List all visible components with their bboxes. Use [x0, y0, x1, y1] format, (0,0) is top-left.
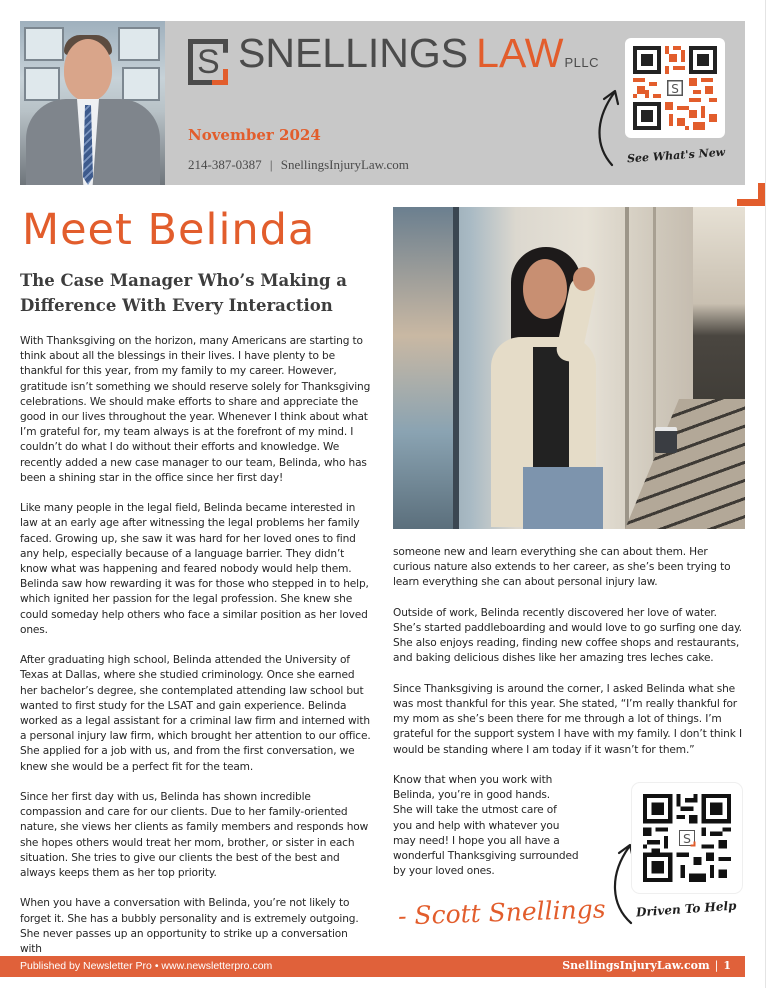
logo-law: LAW: [476, 30, 564, 76]
footer-website-link[interactable]: SnellingsInjuryLaw.com: [562, 959, 710, 972]
paragraph: Like many people in the legal field, Belinda became interested in law at an early age after witnessing the legal problems her family faced. Growing up, she saw it was hard for her loved ones to find any help, especially because of a language barrier. They didn’t know what was happening and feared nobody would help them. Belinda saw how rewarding it was for those who stepped in to help, which ignited her passion for the legal profession. She knew she could someday help others who face a similar position as her loved ones.: [20, 502, 369, 636]
curved-arrow-icon: [592, 81, 626, 169]
qr-caption-see-whats-new: See What's New: [626, 145, 726, 166]
qr-code-icon: [643, 794, 731, 882]
firm-logo: [188, 30, 600, 85]
website-link[interactable]: SnellingsInjuryLaw.com: [280, 157, 409, 172]
logo-wordmark: [238, 31, 599, 85]
article-title: Meet Belinda: [22, 205, 316, 255]
author-signature: - Scott Snellings: [397, 894, 607, 931]
paragraph: Since her first day with us, Belinda has shown incredible compassion and care for our clients. Due to her family-oriented nature, she views her clients as family members and responds how she hopes others would treat her mom, brother, or sister in each situation. She tries to give our clients the best of the best and always keeps them as her top priority.: [20, 791, 369, 880]
paragraph: With Thanksgiving on the horizon, many Americans are starting to think about all the blessings in their lives. I have plenty to be thankful for this year, from my family to my career. However, gratitude isn’t something we should reserve solely for Thanksgiving celebrations. We should make efforts to share and appreciate the good in our lives throughout the year. Whenever I think about what I’m grateful for, my team always is at the forefront of my mind. I couldn’t do what I do without their efforts and knowledge. We recently added a new case manager to our team, Belinda, who has been a shining star in the office since her first day!: [20, 335, 371, 484]
page-edge-divider: [765, 0, 766, 988]
paragraph: Since Thanksgiving is around the corner, I asked Belinda what she was most thankful for this year. She stated, “I’m really thankful for my mom as she’s been there for me through a lot of things. I’m grateful for the support system I have with my family. I don’t think I would be standing where I am today if it wasn’t for them.”: [393, 682, 742, 756]
header-contact: 214-387-0387 | SnellingsInjuryLaw.com: [188, 157, 409, 172]
qr-code-driven-to-help[interactable]: [632, 783, 742, 893]
logo-mark-icon: S: [188, 39, 228, 85]
header-corner-accent: [737, 183, 765, 206]
paragraph: Outside of work, Belinda recently discovered her love of water. She’s started paddleboarding and would love to go surfing one day. She also enjoys reading, finding new coffee shops and restaurants, and baking delicious dishes like her amazing tres leches cake.: [393, 606, 742, 665]
logo-suffix: PLLC: [564, 55, 600, 70]
publisher-credit: Published by Newsletter Pro • www.newsletterpro.com: [20, 960, 273, 972]
paragraph: After graduating high school, Belinda attended the University of Texas at Dallas, where she studied criminology. Once she earned her bachelor’s degree, she contemplated attending law school but wanted to first study for the LSAT and gain experience. Belinda worked as a legal assistant for a criminal law firm and interned with a personal injury law firm, which brought her attention to our office. She applied for a job with us, and from the first conversation, we knew she would be a perfect fit for the team.: [20, 654, 371, 773]
logo-name: SNELLINGS: [238, 30, 469, 76]
issue-date: November 2024: [188, 126, 321, 144]
page-footer: [0, 956, 745, 977]
svg-text:S: S: [671, 81, 679, 96]
footer-site-and-page: SnellingsInjuryLaw.com | 1: [562, 959, 731, 972]
phone-number[interactable]: 214-387-0387: [188, 157, 262, 172]
paragraph: someone new and learn everything she can about them. Her curious nature also extends to her career, as she’s been trying to learn everything she can about personal injury law.: [393, 546, 731, 589]
newsletter-header: [20, 21, 745, 185]
article-subtitle: The Case Manager Who’s Making a Difference With Every Interaction: [20, 271, 347, 315]
qr-code-icon: [633, 46, 717, 130]
page-number: 1: [723, 959, 731, 972]
belinda-photo: [393, 207, 745, 529]
svg-text:S: S: [683, 831, 691, 847]
article-column-left: [20, 334, 372, 972]
qr-caption-driven-to-help: Driven To Help: [635, 898, 737, 920]
attorney-portrait: [20, 21, 165, 185]
coffee-cup: [655, 427, 677, 453]
qr-code-see-whats-new[interactable]: [625, 38, 725, 138]
paragraph: When you have a conversation with Belinda, you’re not likely to forget it. She has a bubbly personality and is extremely outgoing. She never passes up an opportunity to strike up a conversation with: [20, 897, 359, 956]
closing-paragraph: Know that when you work with Belinda, you’re in good hands. She will take the utmost care of you and help with whatever you may need! I hope you all have a wonderful Thanksgiving surrounded by your loved ones.: [393, 774, 579, 878]
